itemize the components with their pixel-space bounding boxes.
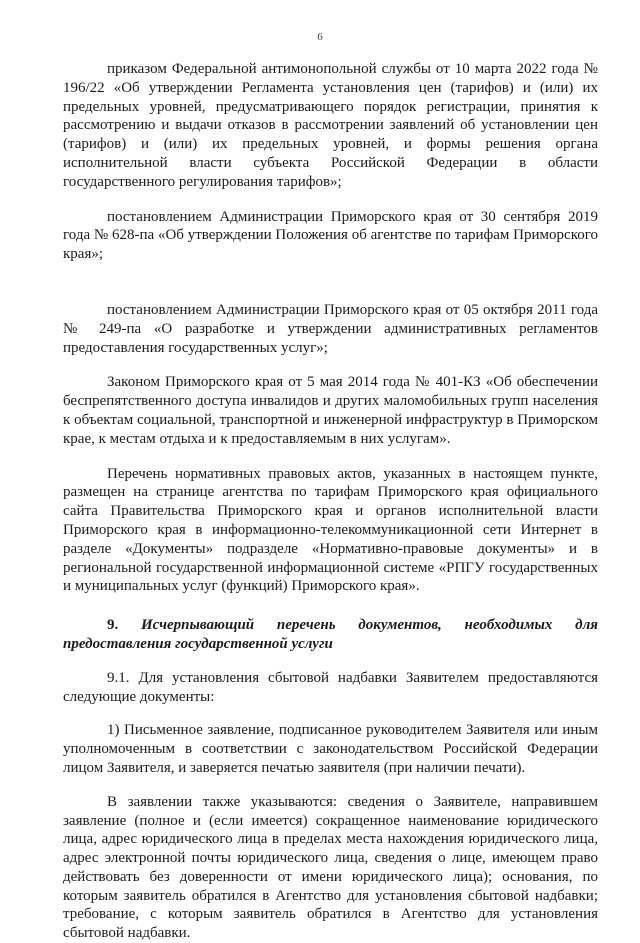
paragraph-9-1: 9.1. Для установления сбытовой надбавки Заявителем предоставляются следующие документы: bbox=[63, 669, 598, 705]
paragraph-admin-regulations: постановлением Администрации Приморского края от 05 октября 2011 года № 249-па «О разработке и утверждении административных регламентов предоставления государственных услуг»; bbox=[63, 301, 598, 356]
document-body bbox=[63, 60, 598, 943]
section-heading-number: 9. bbox=[107, 617, 119, 634]
paragraph-application-details: В заявлении также указываются: сведения о Заявителе, направившем заявление (полное и (если имеется) сокращенное наименование юридического лица, адрес юридического лица в пределах места нахождения юридического лица, адрес электронной почты юридического лица, сведения о лице, имеющем право действовать без доверенности от имени юридического лица); основания, по которым заявитель обратился в Агентство для установления сбытовой надбавки; требование, с которым заявитель обратился в Агентство для установления сбытовой надбавки. bbox=[63, 793, 598, 942]
section-heading bbox=[63, 616, 598, 654]
paragraph-agency-regulation: постановлением Администрации Приморского края от 30 сентября 2019 года № 628-па «Об утверждении Положения об агентстве по тарифам Приморского края»; bbox=[63, 208, 598, 263]
paragraph-accessibility-law: Законом Приморского края от 5 мая 2014 года № 401-КЗ «Об обеспечении беспрепятственного доступа инвалидов и других маломобильных групп населения к объектам социальной, транспортной и инженерной инфраструктур в Приморском крае, к местам отдыха и к предоставляемым в них услугам». bbox=[63, 374, 598, 447]
paragraph-fas-order: приказом Федеральной антимонопольной службы от 10 марта 2022 года № 196/22 «Об утверждении Регламента установления цен (тарифов) и (или) их предельных уровней, предусматривающего порядок регистрации, принятия к рассмотрению и выдачи отказов в рассмотрении заявлений об установлении цен (тарифов) и (или) их предельных уровней, и формы решения органа исполнительной власти субъекта Российской Федерации в области государственного регулирования тарифов»; bbox=[63, 61, 598, 190]
page-number: 6 bbox=[317, 31, 323, 43]
paragraph-written-application: 1) Письменное заявление, подписанное руководителем Заявителя или иным уполномоченным в соответствии с законодательством Российской Федерации лицом Заявителя, и заверяется печатью заявителя (при наличии печати). bbox=[63, 722, 598, 776]
paragraph-acts-publication: Перечень нормативных правовых актов, указанных в настоящем пункте, размещен на странице агентства по тарифам Приморского края официального сайта Правительства Приморского края и органов исполнительной власти Приморского края в информационно-телекоммуникационной сети Интернет в разделе «Документы» подразделе «Нормативно-правовые документы» и в региональной государственной информационной системе «РПГУ государственных и муниципальных услуг (функций) Приморского края». bbox=[63, 465, 598, 595]
section-heading-text: Исчерпывающий перечень документов, необходимых для предоставления государственной услуги bbox=[63, 617, 599, 652]
